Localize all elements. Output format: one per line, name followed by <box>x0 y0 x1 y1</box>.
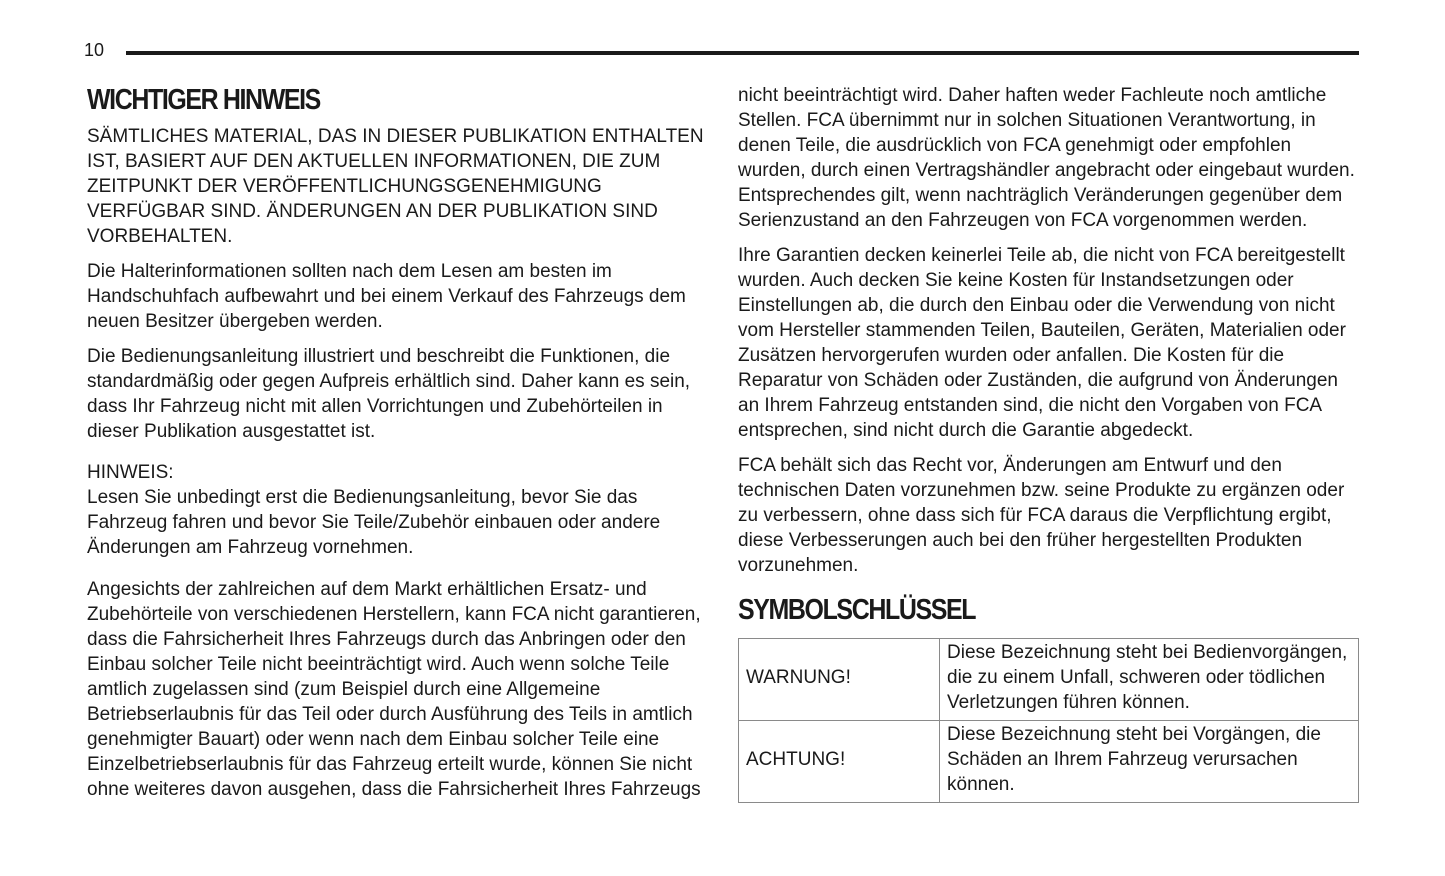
right-column <box>738 83 1360 803</box>
owner-info-paragraph: Die Halterinformationen sollten nach dem Lesen am besten im Handschuhfach aufbewahrt und bei einem Verkauf des Fahrzeugs dem neuen Besitzer übergeben werden. <box>87 261 686 332</box>
symbol-description: Diese Bezeichnung steht bei Bedienvorgängen, die zu einem Unfall, schweren oder tödlichen Verletzungen führen können. <box>940 639 1359 721</box>
liability-paragraph: nicht beeinträchtigt wird. Daher haften weder Fachleute noch amtliche Stellen. FCA übernimmt nur in solchen Situationen Verantwortung, in denen Teile, die ausdrücklich von FCA genehmigt oder empfohlen wurden, durch einen Vertragshändler angebracht oder eingebaut wurden. Entsprechendes gilt, wenn nachträglich Veränderungen gegenüber dem Serienzustand an den Fahrzeugen von FCA vorgenommen werden. <box>738 85 1355 231</box>
note-body: Lesen Sie unbedingt erst die Bedienungsanleitung, bevor Sie das Fahrzeug fahren und bevor Sie Teile/Zubehör einbauen oder andere Änderungen am Fahrzeug vornehmen. <box>87 487 661 558</box>
table-row <box>739 639 1359 721</box>
aftermarket-parts-paragraph: Angesichts der zahlreichen auf dem Markt erhältlichen Ersatz- und Zubehörteile von verschiedenen Herstellern, kann FCA nicht garantieren, dass die Fahrsicherheit Ihres Fahrzeugs durch das Anbringen oder den Einbau solcher Teile nicht beeinträchtigt wird. Auch wenn solche Teile amtlich zugelassen sind (zum Beispiel durch eine Allgemeine Betriebserlaubnis für das Teil oder durch Ausführung des Teils in amtlich genehmigter Bauart) oder wenn nach dem Einbau solcher Teile eine Einzelbetriebserlaubnis für das Fahrzeug erteilt wurde, können Sie nicht ohne weiteres davon ausgehen, dass die Fahrsicherheit Ihres Fahrzeugs <box>87 579 701 800</box>
header-rule <box>126 51 1359 55</box>
symbol-label-warning: WARNUNG! <box>739 639 940 721</box>
section-heading-important-notice: WICHTIGER HINWEIS <box>87 84 320 116</box>
symbol-label-caution: ACHTUNG! <box>739 721 940 803</box>
manual-scope-paragraph: Die Bedienungsanleitung illustriert und beschreibt die Funktionen, die standardmäßig oder gegen Aufpreis erhältlich sind. Daher kann es sein, dass Ihr Fahrzeug nicht mit allen Vorrichtungen und Zubehörteilen in dieser Publikation ausgestattet ist. <box>87 346 691 442</box>
rights-reserved-paragraph: FCA behält sich das Recht vor, Änderungen am Entwurf und den technischen Daten vorzunehmen bzw. seine Produkte zu ergänzen oder zu verbessern, ohne dass sich für FCA daraus die Verpflichtung ergibt, diese Verbesserungen auch bei den früher hergestellten Produkten vorzunehmen. <box>738 455 1345 576</box>
page-number: 10 <box>84 40 105 60</box>
table-row <box>739 721 1359 803</box>
symbol-key-table <box>738 638 1359 803</box>
left-column <box>87 80 712 812</box>
symbol-description: Diese Bezeichnung steht bei Vorgängen, die Schäden an Ihrem Fahrzeug verursachen können. <box>940 721 1359 803</box>
warranty-paragraph: Ihre Garantien decken keinerlei Teile ab, die nicht von FCA bereitgestellt wurden. Auch decken Sie keine Kosten für Instandsetzungen oder Einstellungen ab, die durch den Einbau oder die Verwendung von nicht vom Hersteller stammenden Teilen, Bauteilen, Geräten, Materialien oder Zusätzen hervorgerufen wurden oder anfallen. Die Kosten für die Reparatur von Schäden oder Zuständen, die aufgrund von Änderungen an Ihrem Fahrzeug entstanden sind, die nicht den Vorgaben von FCA entsprechen, sind nicht durch die Garantie abgedeckt. <box>738 245 1346 441</box>
note-label: HINWEIS: <box>87 462 174 483</box>
section-heading-symbol-key: SYMBOLSCHLÜSSEL <box>738 594 976 626</box>
intro-paragraph: SÄMTLICHES MATERIAL, DAS IN DIESER PUBLIKATION ENTHALTEN IST, BASIERT AUF DEN AKTUELLEN INFORMATIONEN, DIE ZUM ZEITPUNKT DER VERÖFFENTLICHUNGSGENEHMIGUNG VERFÜGBAR SIND. ÄNDERUNGEN AN DER PUBLIKATION SIND VORBEHALTEN. <box>87 126 704 247</box>
